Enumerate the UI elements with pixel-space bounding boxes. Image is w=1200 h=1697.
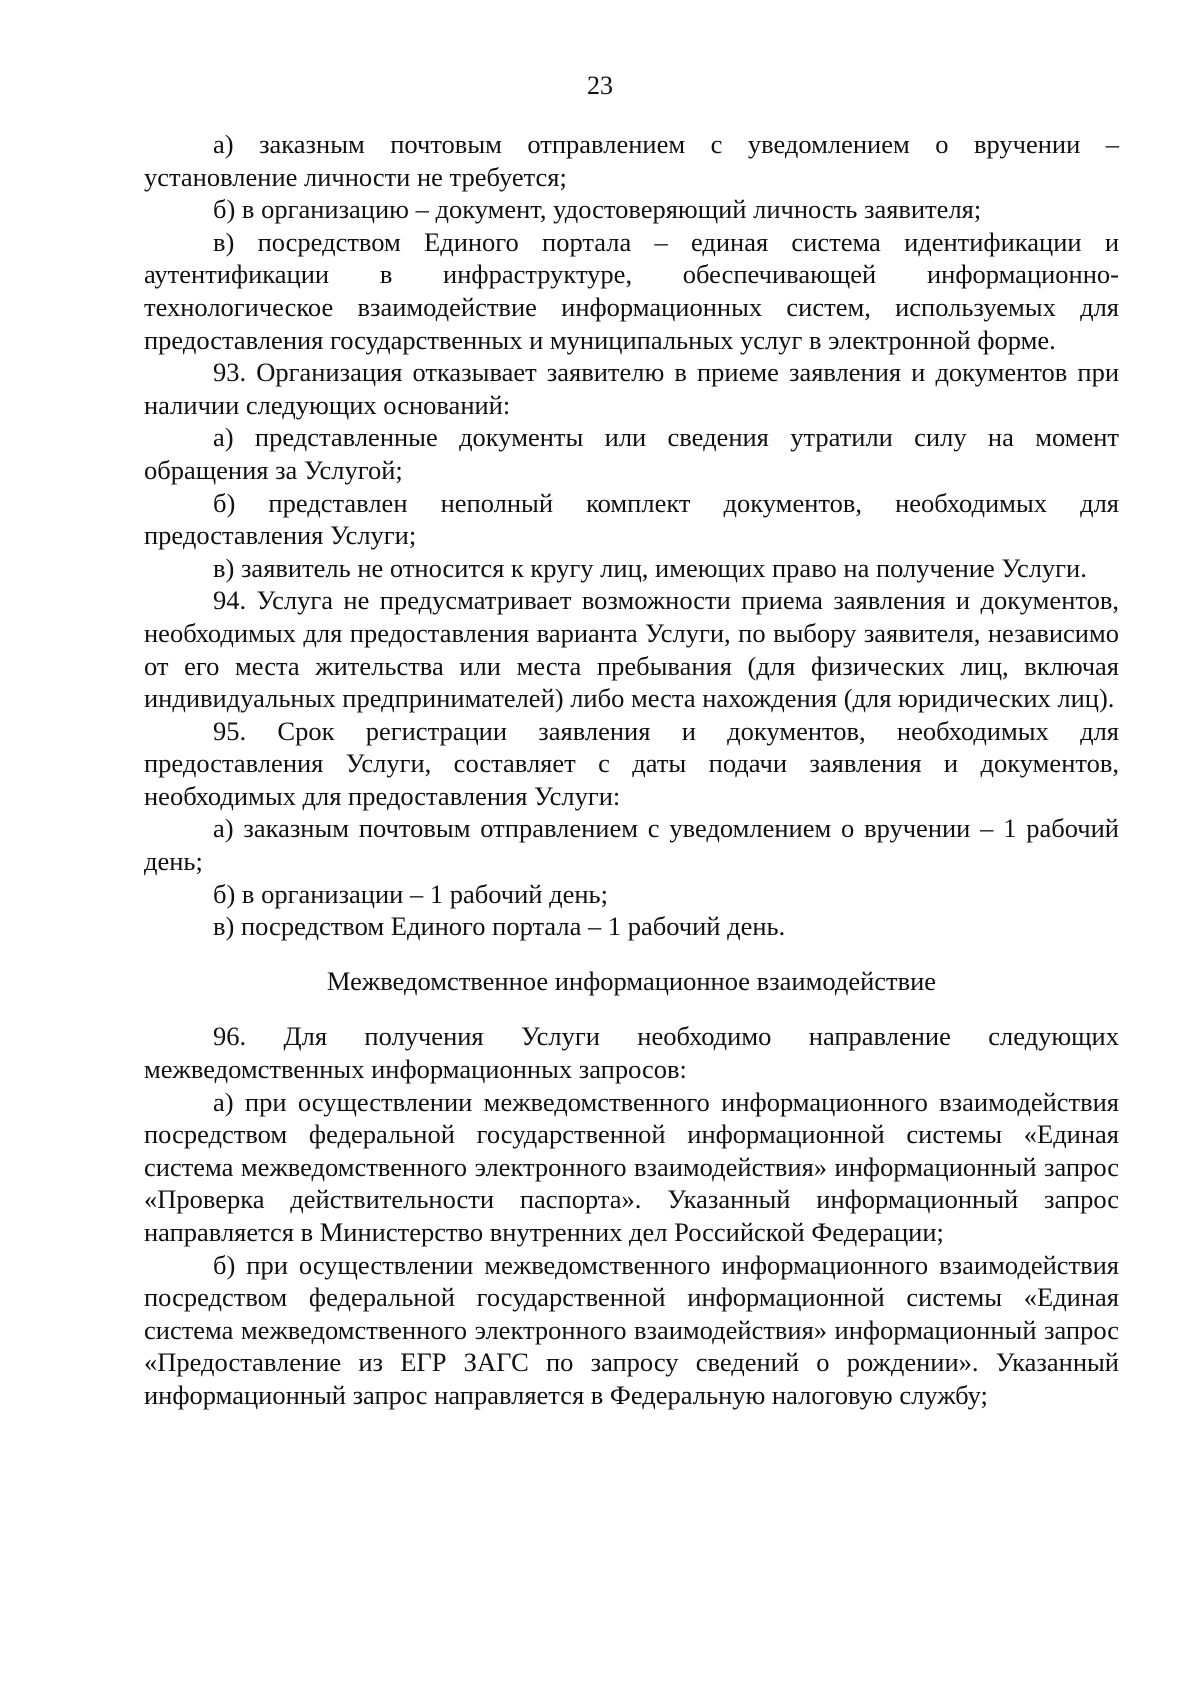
paragraph-96: 96. Для получения Услуги необходимо направление следующих межведомственных информационных запросов: [144,1021,1119,1085]
paragraph-94: 94. Услуга не предусматривает возможности приема заявления и документов, необходимых для предоставления варианта Услуги, по выбору заявителя, независимо от его места жительства или места пребывания (для физических лиц, включая индивидуальных предпринимателей) либо места нахождения (для юридических лиц). [144,585,1119,714]
paragraph-95: 95. Срок регистрации заявления и документов, необходимых для предоставления Услуги, составляет с даты подачи заявления и документов, необходимых для предоставления Услуги: [144,715,1119,811]
paragraph-item-a-postal: а) заказным почтовым отправлением с уведомлением о вручении – установление личности не требуется; [144,129,1119,192]
paragraph-item-b-organization: б) в организацию – документ, удостоверяющий личность заявителя; [213,194,982,225]
paragraph-93: 93. Организация отказывает заявителю в приеме заявления и документов при наличии следующих оснований: [144,357,1119,420]
paragraph-95-item-v: в) посредством Единого портала – 1 рабочий день. [213,911,786,942]
paragraph-95-item-b: б) в организации – 1 рабочий день; [213,878,608,909]
paragraph-93-item-v: в) заявитель не относится к кругу лиц, имеющих право на получение Услуги. [213,552,1087,583]
paragraph-93-item-b: б) представлен неполный комплект документов, необходимых для предоставления Услуги; [144,487,1119,551]
paragraph-item-v-portal: в) посредством Единого портала – единая система идентификации и аутентификации в инфраструктуре, обеспечивающей информационно-технологическое взаимодействие информационных систем, используемых для предоставления государственных и муниципальных услуг в электронной форме. [144,226,1119,355]
paragraph-95-item-a: а) заказным почтовым отправлением с уведомлением о вручении – 1 рабочий день; [144,813,1119,877]
page-number: 23 [587,71,613,100]
section-heading: Межведомственное информационное взаимодействие [326,965,937,996]
paragraph-96-item-b: б) при осуществлении межведомственного информационного взаимодействия посредством федеральной государственной информационной системы «Единая система межведомственного электронного взаимодействия» информационный запрос «Предоставление из ЕГР ЗАГС по запросу сведений о рождении». Указанный информационный запрос направляется в Федеральную налоговую службу; [144,1249,1119,1410]
paragraph-96-item-a: а) при осуществлении межведомственного информационного взаимодействия посредством федеральной государственной информационной системы «Единая система межведомственного электронного взаимодействия» информационный запрос «Проверка действительности паспорта». Указанный информационный запрос направляется в Министерство внутренних дел Российской Федерации; [144,1086,1119,1247]
paragraph-93-item-a: а) представленные документы или сведения утратили силу на момент обращения за Услугой; [144,422,1119,485]
document-body [144,128,1119,1412]
